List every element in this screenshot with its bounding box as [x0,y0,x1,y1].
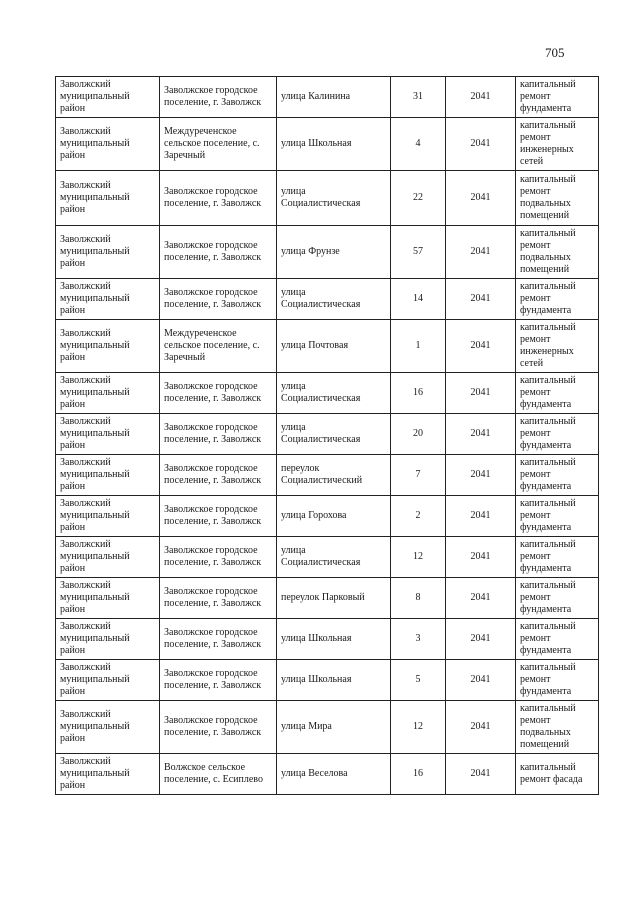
work-type-cell: капитальный ремонт фундамента [516,578,599,619]
table-row [56,320,599,373]
settlement-cell: Заволжское городское поселение, г. Заволжск [160,578,277,619]
street-cell: улица Школьная [277,619,391,660]
house-number-cell: 31 [391,77,446,118]
district-cell: Заволжский муниципальный район [56,320,160,373]
house-number-cell: 12 [391,537,446,578]
house-number-cell: 7 [391,455,446,496]
street-cell: улица Социалистическая [277,373,391,414]
street-cell: улица Почтовая [277,320,391,373]
settlement-cell: Заволжское городское поселение, г. Заволжск [160,619,277,660]
settlement-cell: Волжское сельское поселение, с. Есиплево [160,754,277,795]
settlement-cell: Заволжское городское поселение, г. Заволжск [160,496,277,537]
street-cell: улица Социалистическая [277,414,391,455]
house-number-cell: 1 [391,320,446,373]
year-cell: 2041 [446,414,516,455]
house-number-cell: 14 [391,279,446,320]
district-cell: Заволжский муниципальный район [56,226,160,279]
table-row [56,118,599,171]
house-number-cell: 3 [391,619,446,660]
table-row [56,171,599,226]
table-row [56,660,599,701]
district-cell: Заволжский муниципальный район [56,373,160,414]
settlement-cell: Междуреченское сельское поселение, с. Заречный [160,320,277,373]
table-row [56,226,599,279]
district-cell: Заволжский муниципальный район [56,619,160,660]
street-cell: улица Калинина [277,77,391,118]
district-cell: Заволжский муниципальный район [56,171,160,226]
year-cell: 2041 [446,226,516,279]
page-number: 705 [545,45,565,60]
work-type-cell: капитальный ремонт фундамента [516,619,599,660]
table-row [56,619,599,660]
work-type-cell: капитальный ремонт подвальных помещений [516,701,599,754]
street-cell: улица Школьная [277,118,391,171]
settlement-cell: Заволжское городское поселение, г. Заволжск [160,660,277,701]
settlement-cell: Заволжское городское поселение, г. Заволжск [160,414,277,455]
table-row [56,701,599,754]
settlement-cell: Заволжское городское поселение, г. Заволжск [160,537,277,578]
table-row [56,279,599,320]
house-number-cell: 57 [391,226,446,279]
work-type-cell: капитальный ремонт фасада [516,754,599,795]
work-type-cell: капитальный ремонт фундамента [516,537,599,578]
table-row [56,414,599,455]
street-cell: улица Мира [277,701,391,754]
year-cell: 2041 [446,496,516,537]
district-cell: Заволжский муниципальный район [56,660,160,701]
district-cell: Заволжский муниципальный район [56,118,160,171]
house-number-cell: 2 [391,496,446,537]
house-number-cell: 22 [391,171,446,226]
street-cell: улица Социалистическая [277,279,391,320]
settlement-cell: Заволжское городское поселение, г. Заволжск [160,279,277,320]
table-body [56,77,599,795]
street-cell: улица Фрунзе [277,226,391,279]
district-cell: Заволжский муниципальный район [56,77,160,118]
table-row [56,373,599,414]
year-cell: 2041 [446,754,516,795]
settlement-cell: Междуреченское сельское поселение, с. Заречный [160,118,277,171]
year-cell: 2041 [446,373,516,414]
table-row [56,77,599,118]
district-cell: Заволжский муниципальный район [56,578,160,619]
work-type-cell: капитальный ремонт фундамента [516,660,599,701]
year-cell: 2041 [446,279,516,320]
table-row [56,578,599,619]
year-cell: 2041 [446,578,516,619]
settlement-cell: Заволжское городское поселение, г. Заволжск [160,455,277,496]
district-cell: Заволжский муниципальный район [56,754,160,795]
work-type-cell: капитальный ремонт фундамента [516,279,599,320]
street-cell: переулок Социалистический [277,455,391,496]
table-row [56,754,599,795]
table-row [56,496,599,537]
house-number-cell: 16 [391,373,446,414]
house-number-cell: 8 [391,578,446,619]
work-type-cell: капитальный ремонт фундамента [516,455,599,496]
work-type-cell: капитальный ремонт фундамента [516,77,599,118]
house-number-cell: 20 [391,414,446,455]
house-number-cell: 16 [391,754,446,795]
house-number-cell: 4 [391,118,446,171]
year-cell: 2041 [446,660,516,701]
house-number-cell: 12 [391,701,446,754]
year-cell: 2041 [446,537,516,578]
work-type-cell: капитальный ремонт подвальных помещений [516,171,599,226]
settlement-cell: Заволжское городское поселение, г. Заволжск [160,373,277,414]
street-cell: улица Социалистическая [277,171,391,226]
year-cell: 2041 [446,619,516,660]
table-row [56,455,599,496]
district-cell: Заволжский муниципальный район [56,701,160,754]
repair-schedule-table [55,76,599,795]
work-type-cell: капитальный ремонт фундамента [516,373,599,414]
work-type-cell: капитальный ремонт инженерных сетей [516,118,599,171]
settlement-cell: Заволжское городское поселение, г. Заволжск [160,171,277,226]
year-cell: 2041 [446,77,516,118]
district-cell: Заволжский муниципальный район [56,537,160,578]
year-cell: 2041 [446,701,516,754]
settlement-cell: Заволжское городское поселение, г. Заволжск [160,701,277,754]
work-type-cell: капитальный ремонт фундамента [516,414,599,455]
district-cell: Заволжский муниципальный район [56,455,160,496]
settlement-cell: Заволжское городское поселение, г. Заволжск [160,226,277,279]
work-type-cell: капитальный ремонт подвальных помещений [516,226,599,279]
street-cell: улица Социалистическая [277,537,391,578]
year-cell: 2041 [446,320,516,373]
work-type-cell: капитальный ремонт инженерных сетей [516,320,599,373]
house-number-cell: 5 [391,660,446,701]
year-cell: 2041 [446,455,516,496]
district-cell: Заволжский муниципальный район [56,279,160,320]
street-cell: переулок Парковый [277,578,391,619]
district-cell: Заволжский муниципальный район [56,496,160,537]
street-cell: улица Школьная [277,660,391,701]
settlement-cell: Заволжское городское поселение, г. Заволжск [160,77,277,118]
street-cell: улица Веселова [277,754,391,795]
street-cell: улица Горохова [277,496,391,537]
district-cell: Заволжский муниципальный район [56,414,160,455]
year-cell: 2041 [446,118,516,171]
year-cell: 2041 [446,171,516,226]
work-type-cell: капитальный ремонт фундамента [516,496,599,537]
table-row [56,537,599,578]
